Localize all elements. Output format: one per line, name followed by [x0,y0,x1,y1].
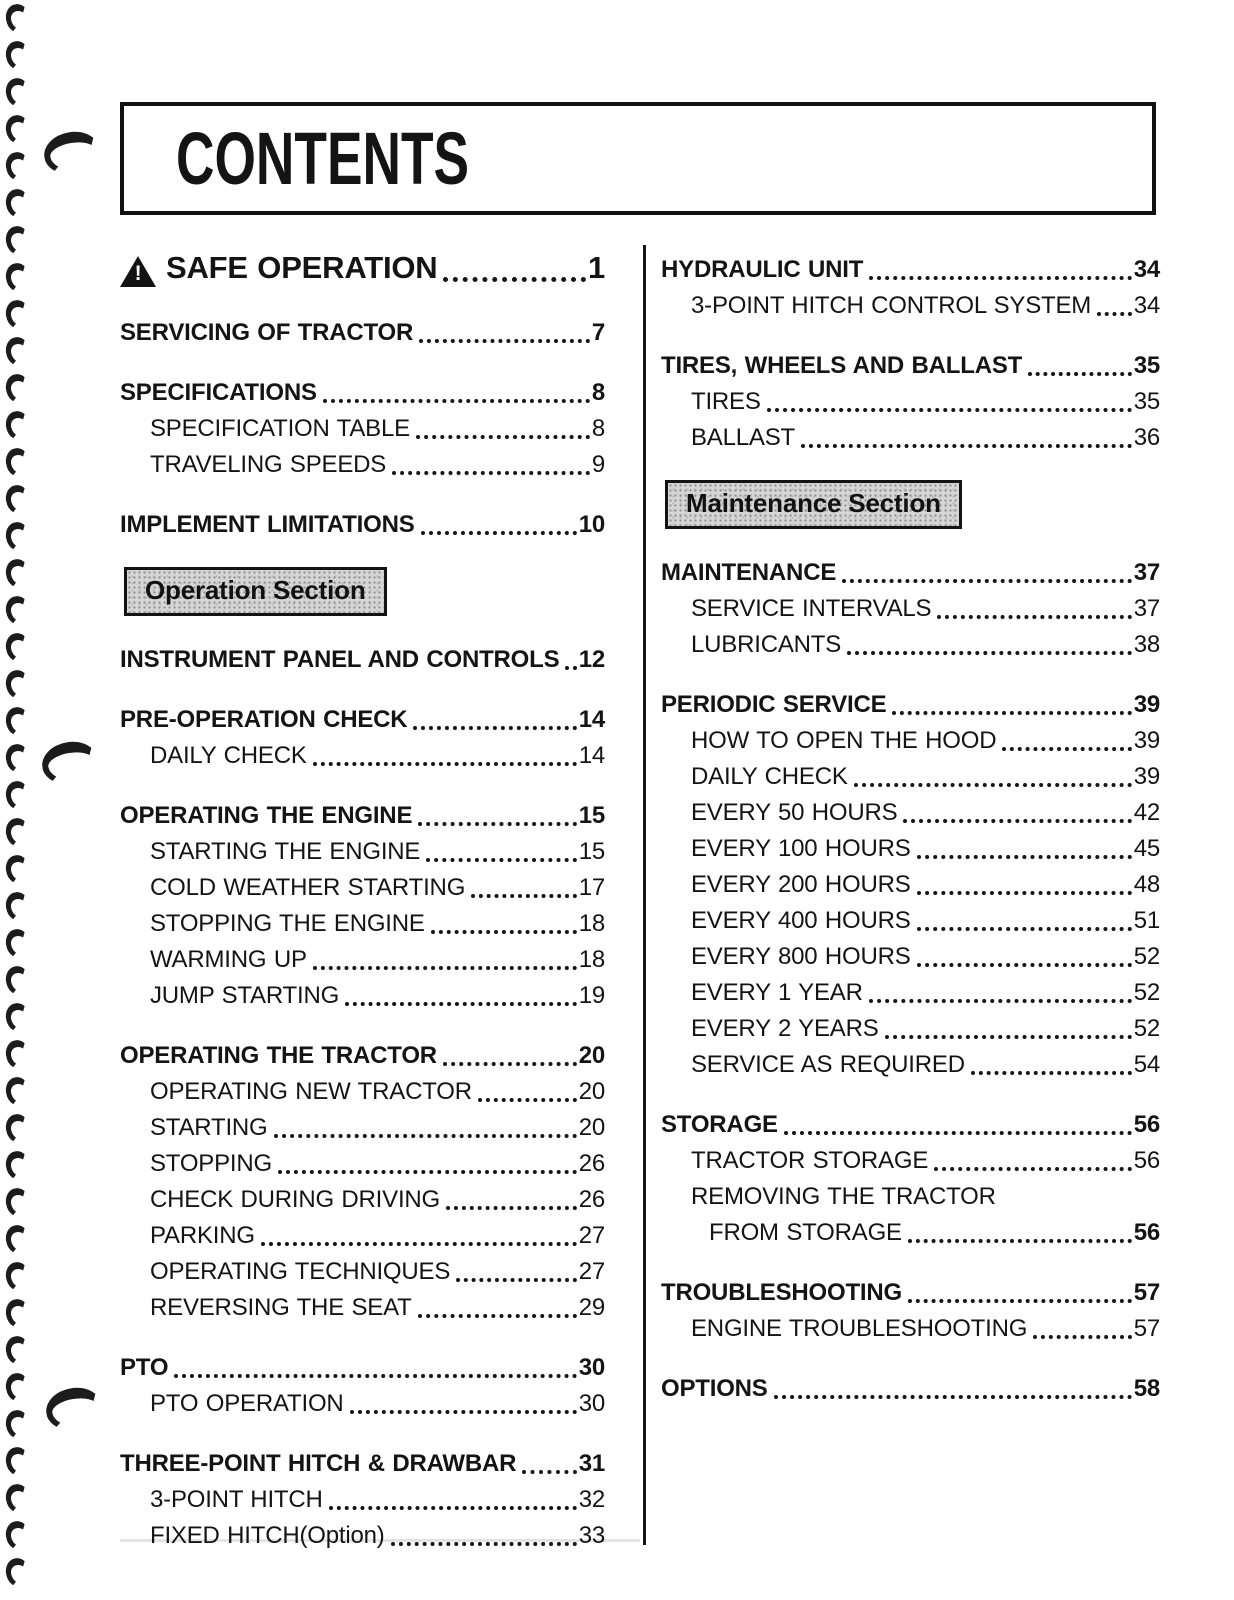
toc-entry [661,1143,1160,1179]
toc-entry [661,759,1160,795]
toc-entry [120,942,605,978]
toc-entry-page: 14 [578,706,605,733]
spiral-binding-ring [3,1445,33,1479]
binding-shadow-arc [41,127,103,178]
toc-entry [661,252,1160,288]
dot-leader [443,277,585,282]
toc-entry [120,1182,605,1218]
toc-entry-page: 52 [1133,979,1160,1006]
toc-entry-page: 15 [578,838,605,865]
dot-leader [431,930,577,934]
dot-leader [885,1035,1132,1039]
spiral-binding-ring [3,446,33,480]
dot-leader [421,531,577,535]
dot-leader [392,471,590,475]
spiral-binding-ring [3,1149,33,1183]
toc-entry-page: 29 [578,1294,605,1321]
dot-leader [174,1374,576,1378]
toc-entry [120,738,605,774]
spiral-binding-ring [3,298,33,332]
toc-entry [120,702,605,738]
toc-entry-page: 10 [578,511,605,538]
toc-entry [661,975,1160,1011]
toc-entry-page: 52 [1133,943,1160,970]
spiral-binding-ring [3,372,33,406]
toc-group [661,687,1160,1083]
dot-leader [767,408,1132,412]
toc-entry-label: STOPPING [150,1150,272,1177]
toc-entry [661,384,1160,420]
dot-leader [522,1470,576,1474]
toc-entry-label: STOPPING THE ENGINE [150,910,425,937]
toc-entry-label: STARTING THE ENGINE [150,838,421,865]
toc-group [661,348,1160,456]
spiral-binding-ring [3,779,33,813]
toc-entry [661,555,1160,591]
contents-title-box [120,102,1156,215]
toc-entry [661,939,1160,975]
toc-entry-label: HYDRAULIC UNIT [661,256,864,283]
toc-entry-page: 20 [578,1114,605,1141]
dot-leader [937,615,1131,619]
toc-entry-label: TRACTOR STORAGE [691,1147,929,1174]
toc-entry [661,348,1160,384]
toc-entry [120,1218,605,1254]
toc-entry-label: COLD WEATHER STARTING [150,874,466,901]
toc-entry-page: 35 [1133,352,1160,379]
toc-entry-page: 27 [578,1222,605,1249]
toc-entry-page: 37 [1133,595,1160,622]
toc-entry [661,1275,1160,1311]
toc-entry-page: 57 [1133,1279,1160,1306]
dot-leader [917,927,1132,931]
toc-entry-label: BALLAST [691,424,795,451]
toc-entry-label: TROUBLESHOOTING [661,1279,902,1306]
spiral-binding-ring [3,261,33,295]
dot-leader [261,1242,577,1246]
toc-entry [661,288,1160,324]
dot-leader [847,651,1132,655]
toc-group [120,1038,605,1326]
column-divider [643,245,646,1545]
toc-group [661,1275,1160,1347]
toc-entry-label: FROM STORAGE [709,1219,902,1246]
toc-entry-page: 52 [1133,1015,1160,1042]
toc-entry [120,1386,605,1422]
toc-entry-label: EVERY 1 YEAR [691,979,863,1006]
toc-entry-label: STORAGE [661,1111,778,1138]
spiral-binding-ring [3,927,33,961]
toc-entry-page: 26 [578,1150,605,1177]
toc-entry [120,315,605,351]
toc-entry [120,1074,605,1110]
spiral-binding-ring [3,1408,33,1442]
dot-leader [456,1278,577,1282]
toc-entry [661,795,1160,831]
toc-entry-label: SERVICE INTERVALS [691,595,932,622]
toc-entry [661,687,1160,723]
page-title: CONTENTS [176,116,470,200]
toc-entry-label: SPECIFICATIONS [120,379,317,406]
toc-entry-page: 9 [591,451,605,478]
toc-entry-page: 36 [1133,424,1160,451]
dot-leader [350,1410,577,1414]
toc-entry-page: 12 [578,646,605,673]
toc-group [120,245,605,291]
toc-entry-page: 45 [1133,835,1160,862]
toc-entry-label: OPERATING NEW TRACTOR [150,1078,472,1105]
toc-entry-label: INSTRUMENT PANEL AND CONTROLS [120,646,560,673]
spiral-binding-ring [3,335,33,369]
spiral-binding-ring [3,816,33,850]
binding-shadow-arc [43,1383,105,1434]
toc-entry-page: 56 [1133,1219,1160,1246]
toc-entry-page: 54 [1133,1051,1160,1078]
toc-entry-label: FIXED HITCH(Option) [150,1522,385,1549]
toc-entry [661,420,1160,456]
dot-leader [869,999,1132,1003]
toc-entry [120,1518,605,1554]
toc-entry-page: 58 [1133,1375,1160,1402]
toc-entry [661,627,1160,663]
dot-leader [784,1131,1132,1135]
toc-entry [120,1446,605,1482]
dot-leader [869,276,1132,280]
toc-entry-label: PRE-OPERATION CHECK [120,706,408,733]
toc-entry-label: SERVICE AS REQUIRED [691,1051,965,1078]
toc-entry-label: MAINTENANCE [661,559,837,586]
spiral-binding-ring [3,1482,33,1516]
dot-leader [903,819,1131,823]
spiral-binding [6,4,46,1595]
toc-entry-label: DAILY CHECK [150,742,307,769]
toc-entry-page: 31 [578,1450,605,1477]
toc-entry-page: 1 [587,250,605,285]
toc-entry [120,906,605,942]
toc-entry-page: 20 [578,1078,605,1105]
toc-entry-label: WARMING UP [150,946,307,973]
toc-entry-label: PTO OPERATION [150,1390,344,1417]
toc-entry-label: SERVICING OF TRACTOR [120,319,414,346]
dot-leader [426,858,576,862]
toc-entry-page: 39 [1133,691,1160,718]
toc-entry-label: TIRES [691,388,761,415]
toc-entry-label: REVERSING THE SEAT [150,1294,412,1321]
dot-leader [446,1206,577,1210]
toc-entry-page: 7 [591,319,605,346]
toc-entry-label: ENGINE TROUBLESHOOTING [691,1315,1028,1342]
spiral-binding-ring [3,1223,33,1257]
toc-entry [120,642,605,678]
spiral-binding-ring [3,1334,33,1368]
dot-leader [774,1395,1132,1399]
toc-entry [120,507,605,543]
toc-entry [120,1110,605,1146]
dot-leader [971,1071,1132,1075]
dot-leader [1097,312,1132,316]
toc-entry-page: 42 [1133,799,1160,826]
spiral-binding-ring [3,483,33,517]
spiral-binding-ring [3,1556,33,1590]
toc-entry [120,375,605,411]
toc-entry [661,1311,1160,1347]
dot-leader [345,1002,577,1006]
dot-leader [478,1098,577,1102]
toc-entry-page: 34 [1133,256,1160,283]
toc-entry-label: DAILY CHECK [691,763,848,790]
toc-entry-page: 26 [578,1186,605,1213]
dot-leader [443,1062,577,1066]
dot-leader [908,1299,1132,1303]
dot-leader [418,822,576,826]
toc-entry-page: 18 [578,946,605,973]
dot-leader [278,1170,577,1174]
toc-group [120,375,605,483]
toc-group [120,1350,605,1422]
toc-entry-label: EVERY 800 HOURS [691,943,911,970]
toc-entry-page: 32 [578,1486,605,1513]
toc-entry [120,978,605,1014]
dot-leader [391,1542,577,1546]
toc-entry-label: EVERY 400 HOURS [691,907,911,934]
spiral-binding-ring [3,1038,33,1072]
toc-entry [661,723,1160,759]
toc-entry-label: IMPLEMENT LIMITATIONS [120,511,415,538]
spiral-binding-ring [3,520,33,554]
spiral-binding-ring [3,39,33,73]
spiral-binding-ring [3,1297,33,1331]
dot-leader [854,783,1132,787]
dot-leader [471,894,577,898]
spiral-binding-ring [3,76,33,110]
toc-entry [661,1047,1160,1083]
dot-leader [917,855,1132,859]
toc-column-left [120,245,605,1578]
spiral-binding-ring [3,2,33,36]
toc-entry [120,1350,605,1386]
spiral-binding-ring [3,594,33,628]
spiral-binding-ring [3,890,33,924]
spiral-binding-ring [3,1519,33,1553]
toc-entry-label: OPERATING TECHNIQUES [150,1258,451,1285]
dot-leader [892,711,1131,715]
dot-leader [801,444,1132,448]
dot-leader [323,399,590,403]
toc-entry [120,447,605,483]
toc-entry-page: 18 [578,910,605,937]
toc-entry [120,870,605,906]
toc-entry-page: 48 [1133,871,1160,898]
toc-entry-page: 14 [578,742,605,769]
spiral-binding-ring [3,113,33,147]
toc-entry-page: 8 [591,415,605,442]
toc-entry-label: STARTING [150,1114,268,1141]
dot-leader [1002,747,1131,751]
toc-entry [120,1482,605,1518]
toc-entry-label: PERIODIC SERVICE [661,691,887,718]
toc-entry-label: EVERY 200 HOURS [691,871,911,898]
toc-entry-page: 39 [1133,763,1160,790]
dot-leader [934,1167,1132,1171]
dot-leader [274,1134,577,1138]
toc-entry-page: 56 [1133,1111,1160,1138]
spiral-binding-ring [3,705,33,739]
dot-leader [413,726,576,730]
toc-group [120,642,605,678]
toc-entry [120,411,605,447]
toc-entry-page: 39 [1133,727,1160,754]
dot-leader [313,966,577,970]
spiral-binding-ring [3,1260,33,1294]
toc-entry [120,1038,605,1074]
spiral-binding-ring [3,964,33,998]
toc-entry [661,1011,1160,1047]
toc-entry-page: 34 [1133,292,1160,319]
toc-entry-label: 3-POINT HITCH CONTROL SYSTEM [691,292,1092,319]
toc-entry-page: 57 [1133,1315,1160,1342]
toc-entry-page: 8 [591,379,605,406]
spiral-binding-ring [3,742,33,776]
dot-leader [842,579,1132,583]
toc-entry [661,591,1160,627]
toc-entry-label: LUBRICANTS [691,631,842,658]
toc-entry-label: SPECIFICATION TABLE [150,415,410,442]
operation-section-box: Operation Section [124,567,387,616]
toc-group [120,315,605,351]
toc-group [120,1446,605,1554]
dot-leader [329,1506,577,1510]
binding-shadow-arc [39,737,101,788]
toc-entry [661,1215,1160,1251]
dot-leader [565,666,576,670]
spiral-binding-ring [3,1186,33,1220]
toc-entry [120,1146,605,1182]
dot-leader [1028,372,1132,376]
toc-entry-page: 33 [578,1522,605,1549]
toc-entry-label: TRAVELING SPEEDS [150,451,387,478]
toc-entry-page: 30 [578,1354,605,1381]
toc-column-right [661,252,1160,1431]
toc-entry-label: SAFE OPERATION [166,250,438,285]
toc-entry-page: 51 [1133,907,1160,934]
toc-entry-label: THREE-POINT HITCH & DRAWBAR [120,1450,517,1477]
spiral-binding-ring [3,1112,33,1146]
toc-entry-label: TIRES, WHEELS AND BALLAST [661,352,1023,379]
toc-entry-page: 30 [578,1390,605,1417]
spiral-binding-ring [3,187,33,221]
toc-entry-label: PARKING [150,1222,255,1249]
spiral-binding-ring [3,150,33,184]
toc-entry [661,1107,1160,1143]
toc-entry-label: PTO [120,1354,169,1381]
dot-leader [313,762,577,766]
spiral-binding-ring [3,1075,33,1109]
toc-entry [120,1290,605,1326]
toc-entry-page: 19 [578,982,605,1009]
dot-leader [917,963,1132,967]
dot-leader [418,1314,577,1318]
toc-group [661,1107,1160,1251]
spiral-binding-ring [3,409,33,443]
spiral-binding-ring [3,224,33,258]
dot-leader [908,1239,1132,1243]
toc-entry [120,798,605,834]
toc-entry-label: EVERY 50 HOURS [691,799,898,826]
spiral-binding-ring [3,631,33,665]
spiral-binding-ring [3,853,33,887]
toc-entry-page: 20 [578,1042,605,1069]
toc-entry [120,834,605,870]
toc-group [120,798,605,1014]
dot-leader [419,339,590,343]
toc-entry-page: 17 [578,874,605,901]
toc-entry [661,867,1160,903]
toc-entry [661,831,1160,867]
toc-group [661,1371,1160,1407]
toc-entry-label: 3-POINT HITCH [150,1486,323,1513]
toc-entry-page: 27 [578,1258,605,1285]
toc-entry [661,903,1160,939]
toc-group [120,507,605,543]
toc-entry-label: HOW TO OPEN THE HOOD [691,727,997,754]
toc-entry-label: OPTIONS [661,1375,768,1402]
toc-entry-label: OPERATING THE ENGINE [120,802,413,829]
spiral-binding-ring [3,668,33,702]
toc-entry-label: CHECK DURING DRIVING [150,1186,441,1213]
spiral-binding-ring [3,1001,33,1035]
toc-entry-label: REMOVING THE TRACTOR [691,1183,996,1210]
toc-entry [661,1179,1160,1215]
toc-entry [120,245,605,291]
toc-entry-page: 37 [1133,559,1160,586]
toc-entry [120,1254,605,1290]
spiral-binding-ring [3,1371,33,1405]
toc-entry-label: EVERY 2 YEARS [691,1015,879,1042]
toc-entry-label: OPERATING THE TRACTOR [120,1042,437,1069]
dot-leader [1033,1335,1131,1339]
warning-triangle-icon [120,256,156,287]
dot-leader [917,891,1132,895]
toc-group [120,702,605,774]
toc-entry-page: 15 [578,802,605,829]
spiral-binding-ring [3,557,33,591]
toc-entry-page: 35 [1133,388,1160,415]
toc-entry-page: 56 [1133,1147,1160,1174]
toc-entry-label: JUMP STARTING [150,982,340,1009]
maintenance-section-box: Maintenance Section [665,480,962,529]
toc-group [661,252,1160,324]
toc-entry-label: EVERY 100 HOURS [691,835,911,862]
toc-entry-page: 38 [1133,631,1160,658]
dot-leader [416,435,590,439]
toc-group [661,555,1160,663]
toc-entry [661,1371,1160,1407]
